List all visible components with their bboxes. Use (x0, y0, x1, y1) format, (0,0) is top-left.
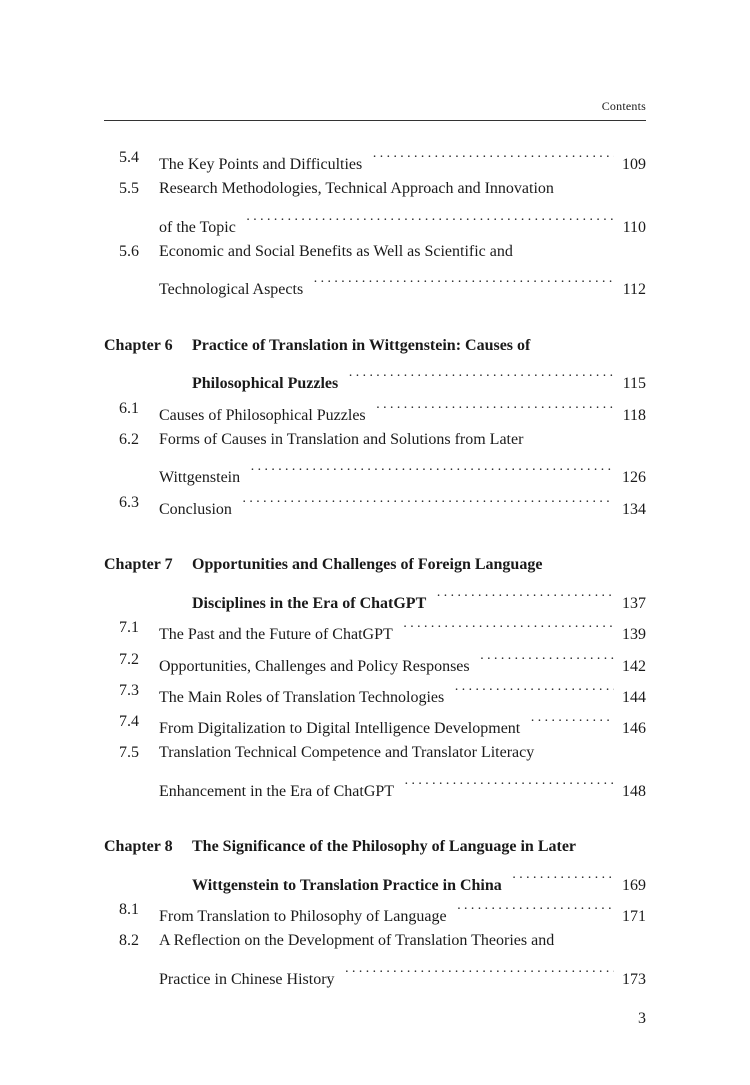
section-title: Causes of Philosophical Puzzles (159, 407, 366, 424)
toc-entry-7-1[interactable] (159, 617, 646, 643)
toc-chapter-6-line1[interactable] (192, 335, 646, 357)
section-title: Translation Technical Competence and Translator Literacy (159, 744, 535, 761)
chapter-title-continued: Wittgenstein to Translation Practice in China (192, 877, 502, 894)
dot-leader (454, 680, 614, 702)
section-number: 7.4 (119, 713, 139, 730)
toc-entry-6-2-line2[interactable] (159, 460, 646, 486)
page-ref: 146 (622, 720, 646, 737)
section-title-continued: of the Topic (159, 219, 236, 236)
section-number: 8.1 (119, 901, 139, 918)
chapter-label: Chapter 8 (104, 838, 173, 855)
toc-chapter-6-line2[interactable] (192, 366, 646, 392)
dot-leader (512, 868, 614, 890)
page-ref: 126 (622, 469, 646, 486)
toc-entry-8-1[interactable] (159, 899, 646, 925)
dot-leader (348, 366, 614, 388)
section-number: 7.5 (119, 744, 139, 761)
page-ref: 148 (622, 783, 646, 800)
page-ref: 169 (622, 877, 646, 894)
dot-leader (246, 210, 615, 232)
section-title: The Main Roles of Translation Technologies (159, 689, 445, 706)
page-ref: 134 (622, 501, 646, 518)
dot-leader (436, 586, 614, 608)
dot-leader (250, 460, 614, 482)
chapter-title: Opportunities and Challenges of Foreign Language (192, 556, 543, 573)
toc-chapter-8-line1[interactable] (192, 836, 646, 858)
toc-entry-5-5-line2[interactable] (159, 210, 646, 236)
page-ref: 173 (622, 971, 646, 988)
section-title: Opportunities, Challenges and Policy Responses (159, 658, 470, 675)
dot-leader (345, 962, 614, 984)
section-title: Research Methodologies, Technical Approach and Innovation (159, 180, 554, 197)
toc-entry-6-2-line1[interactable] (159, 429, 646, 451)
page-ref: 171 (622, 908, 646, 925)
section-title: Conclusion (159, 501, 232, 518)
toc-chapter-7-line1[interactable] (192, 554, 646, 576)
toc-entry-5-5-line1[interactable] (159, 178, 646, 200)
section-number: 6.2 (119, 431, 139, 448)
dot-leader (457, 899, 614, 921)
section-number: 8.2 (119, 932, 139, 949)
page-ref: 139 (622, 626, 646, 643)
chapter-title: Practice of Translation in Wittgenstein: Causes of (192, 337, 531, 354)
section-title-continued: Practice in Chinese History (159, 971, 335, 988)
section-number: 6.3 (119, 494, 139, 511)
section-number: 7.3 (119, 682, 139, 699)
section-number: 7.2 (119, 651, 139, 668)
section-number: 6.1 (119, 400, 139, 417)
toc-entry-7-2[interactable] (159, 649, 646, 675)
section-title-continued: Technological Aspects (159, 281, 304, 298)
section-title-continued: Wittgenstein (159, 469, 241, 486)
dot-leader (313, 272, 614, 294)
section-title: Forms of Causes in Translation and Solutions from Later (159, 431, 524, 448)
toc-entry-5-6-line2[interactable] (159, 272, 646, 298)
section-title-continued: Enhancement in the Era of ChatGPT (159, 783, 395, 800)
section-title: From Digitalization to Digital Intelligence Development (159, 720, 521, 737)
section-title: From Translation to Philosophy of Language (159, 908, 447, 925)
section-number: 7.1 (119, 619, 139, 636)
toc-entry-7-4[interactable] (159, 711, 646, 737)
chapter-title-continued: Philosophical Puzzles (192, 375, 339, 392)
section-number: 5.4 (119, 149, 139, 166)
section-title: The Key Points and Difficulties (159, 156, 363, 173)
page-ref: 109 (622, 156, 646, 173)
page-ref: 115 (622, 375, 646, 392)
dot-leader (403, 617, 614, 639)
chapter-label: Chapter 7 (104, 556, 173, 573)
toc-chapter-8-line2[interactable] (192, 868, 646, 894)
chapter-label: Chapter 6 (104, 337, 173, 354)
toc-entry-7-5-line2[interactable] (159, 774, 646, 800)
toc-entry-8-2-line2[interactable] (159, 962, 646, 988)
section-number: 5.6 (119, 243, 139, 260)
dot-leader (372, 147, 614, 169)
running-head: Contents (601, 99, 646, 113)
page-ref: 137 (622, 595, 646, 612)
toc-entry-7-3[interactable] (159, 680, 646, 706)
toc-entry-5-4[interactable] (159, 147, 646, 173)
toc-entry-6-1[interactable] (159, 398, 646, 424)
dot-leader (242, 492, 614, 514)
dot-leader (376, 398, 615, 420)
section-title: Economic and Social Benefits as Well as Scientific and (159, 243, 513, 260)
section-title: A Reflection on the Development of Translation Theories and (159, 932, 555, 949)
toc-entry-6-3[interactable] (159, 492, 646, 518)
section-number: 5.5 (119, 180, 139, 197)
dot-leader (480, 649, 614, 671)
page-ref: 144 (622, 689, 646, 706)
toc-entry-8-2-line1[interactable] (159, 930, 646, 952)
section-title: The Past and the Future of ChatGPT (159, 626, 393, 643)
page-ref: 118 (622, 407, 646, 424)
page-number: 3 (638, 1010, 646, 1027)
page-ref: 142 (622, 658, 646, 675)
page-ref: 110 (622, 219, 646, 236)
toc-entry-7-5-line1[interactable] (159, 742, 646, 764)
toc-entry-5-6-line1[interactable] (159, 241, 646, 263)
chapter-title-continued: Disciplines in the Era of ChatGPT (192, 595, 427, 612)
dot-leader (404, 774, 614, 796)
page-ref: 112 (622, 281, 646, 298)
toc-chapter-7-line2[interactable] (192, 586, 646, 612)
chapter-title: The Significance of the Philosophy of Language in Later (192, 838, 577, 855)
dot-leader (530, 711, 614, 733)
